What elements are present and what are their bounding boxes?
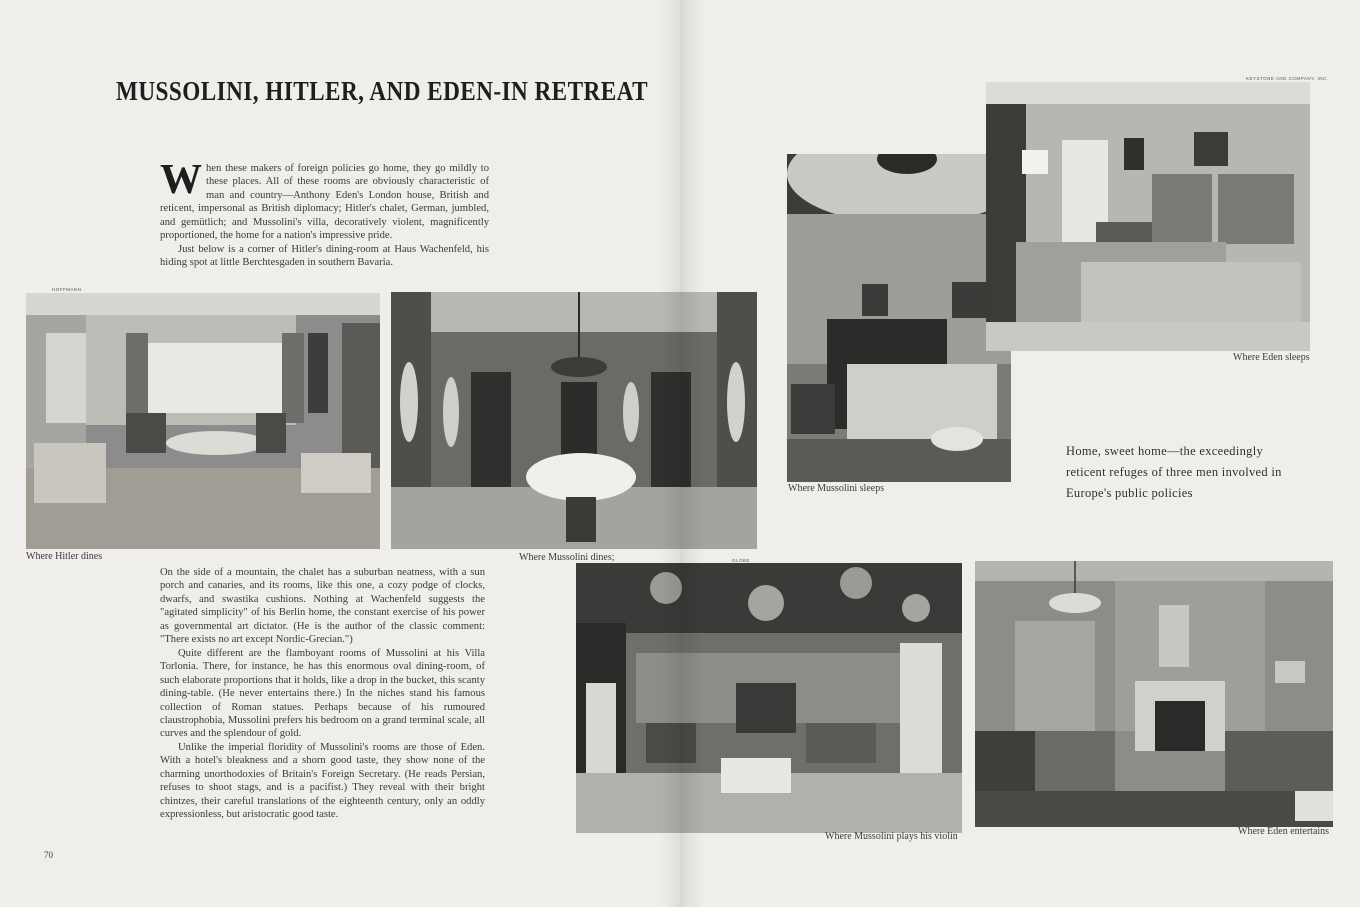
mussolini-violin-room-image bbox=[576, 563, 962, 833]
eden-drawing-room-image bbox=[975, 561, 1333, 827]
body-paragraph-3: Unlike the imperial floridity of Mussolini's rooms are those of Eden. With a hotel's bleakness and a shorn good taste, they show none of the charming unorthodoxies of Britain's Foreign Secretary. (He reads Persian, refuses to shoot stags, and is a pacifist.) They reveal with their bright chintzes, their careful translations of the eighteenth century, only an oddly expressionless, but aristocratic good taste. bbox=[160, 741, 485, 821]
photo-eden-bedroom bbox=[986, 82, 1310, 351]
eden-bedroom-image bbox=[986, 82, 1310, 351]
hitler-dining-room-image bbox=[26, 293, 380, 549]
body-paragraph-2: Quite different are the flamboyant rooms of Mussolini at his Villa Torlonia. There, for instance, he has this enormous oval dining-room, of such elaborate proportions that it holds, like a drop in the bucket, this scanty dining-table. (He never entertains there.) In the niches stand his famous collection of Roman statues. Perhaps because of his rumoured claustrophobia, Mussolini prefers his bedroom on a grand terminal scale, all curves and the splendour of gold. bbox=[160, 647, 485, 740]
photo-eden-drawing-room bbox=[975, 561, 1333, 827]
caption-mussolini-dines: Where Mussolini dines; bbox=[519, 552, 615, 563]
photo-mussolini-bedroom bbox=[787, 154, 1011, 482]
mussolini-dining-room-image bbox=[391, 292, 757, 549]
photo-credit-eden-bedroom: KEYSTONE AND COMPANY. INC. bbox=[1246, 76, 1329, 81]
caption-eden-entertains: Where Eden entertains bbox=[1238, 826, 1330, 837]
body-text bbox=[160, 566, 485, 822]
caption-hitler-dines: Where Hitler dines bbox=[26, 551, 103, 562]
photo-mussolini-dining-room bbox=[391, 292, 757, 549]
caption-mussolini-violin: Where Mussolini plays his violin bbox=[825, 831, 958, 842]
intro-paragraph-1 bbox=[160, 157, 489, 243]
photo-credit-hoffmann: HOFFMANN bbox=[52, 287, 82, 292]
photo-credit-globe: GLOBE bbox=[732, 558, 751, 563]
caption-mussolini-sleeps: Where Mussolini sleeps bbox=[788, 483, 885, 494]
photo-mussolini-violin-room bbox=[576, 563, 962, 833]
article-headline: MUSSOLINI, HITLER, AND EDEN-IN RETREAT bbox=[116, 76, 649, 106]
body-paragraph-1: On the side of a mountain, the chalet has a suburban neatness, with a sun porch and canaries, and its rooms, like this one, a cozy podge of clocks, dwarfs, and swastika cushions. Nothing at Wachenfeld suggests the "agitated simplicity" of his Berlin home, the constant exercise of his power as governmental art dictator. (He is the author of the classic comment: "There exists no art except Nordic-Grecian.") bbox=[160, 567, 485, 646]
photo-hitler-dining-room bbox=[26, 293, 380, 549]
mussolini-bedroom-image bbox=[787, 154, 1011, 482]
intro-paragraph-2: Just below is a corner of Hitler's dining-room at Haus Wachenfeld, his hiding spot at little Berchtesgaden in southern Bavaria. bbox=[160, 243, 489, 269]
intro-text bbox=[160, 157, 489, 270]
page-number: 70 bbox=[44, 850, 53, 860]
intro-paragraph-1-text: hen these makers of foreign policies go home, they go mildly to these places. All of these rooms are obviously characteristic of man and country—Anthony Eden's London house, British and reticent, impersonal as British diplomacy; Hitler's chalet, German, jumbled, and gemütlich; and Mussolini's villa, decoratively violent, magnificently proportioned, the home for a nation's impressive pride. bbox=[160, 163, 489, 242]
pull-quote: Home, sweet home—the exceedingly reticent refuges of three men involved in Europe's public policies bbox=[1066, 444, 1282, 500]
caption-eden-sleeps: Where Eden sleeps bbox=[1233, 352, 1310, 363]
drop-cap: W bbox=[160, 157, 202, 203]
